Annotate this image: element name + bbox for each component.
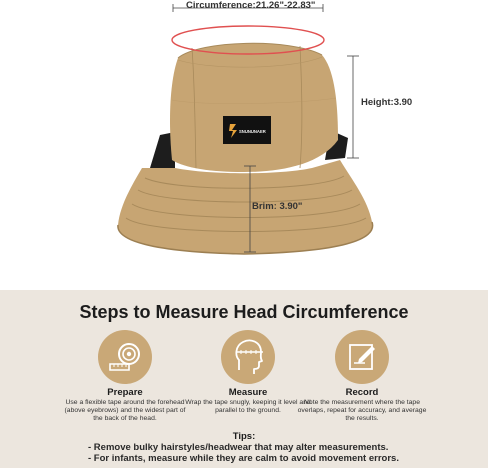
brim-label: Brimː 3.90": [252, 201, 303, 212]
step-measure-description: Wrap the tape snugly, keeping it level and parallel to the ground.: [185, 399, 311, 414]
height-label: Height:3.90: [361, 97, 413, 108]
guide-title: Steps to Measure Head Circumference: [79, 302, 409, 322]
head-measure-icon: [221, 330, 275, 384]
tips-section: [0, 431, 488, 464]
edit-note-icon: [335, 330, 389, 384]
step-prepare: [55, 330, 195, 423]
step-record-name: Record: [345, 387, 379, 398]
circumference-label: Circumference:21.26"-22.83": [186, 0, 316, 11]
step-measure-name: Measure: [228, 387, 268, 398]
brand-patch-text: SNUNUNAER: [239, 129, 266, 134]
tape-roll-icon: [98, 330, 152, 384]
tips-title: Tips:: [232, 431, 256, 442]
hat-brim: [118, 160, 373, 254]
step-prepare-description: Use a flexible tape around the forehead (above eyebrows) and the widest part of the back of the head.: [64, 399, 186, 422]
tip-item: - Remove bulky hairstyles/headwear that may alter measurements.: [88, 442, 389, 453]
step-record-description: Note the measurement where the tape overlaps, repeat for accuracy, and average the results.: [297, 399, 427, 422]
tip-item: - For infants, measure while they are calm to avoid movement errors.: [88, 453, 399, 464]
step-record: [292, 330, 432, 423]
hat-crown: [170, 43, 338, 172]
step-prepare-name: Prepare: [107, 387, 143, 398]
